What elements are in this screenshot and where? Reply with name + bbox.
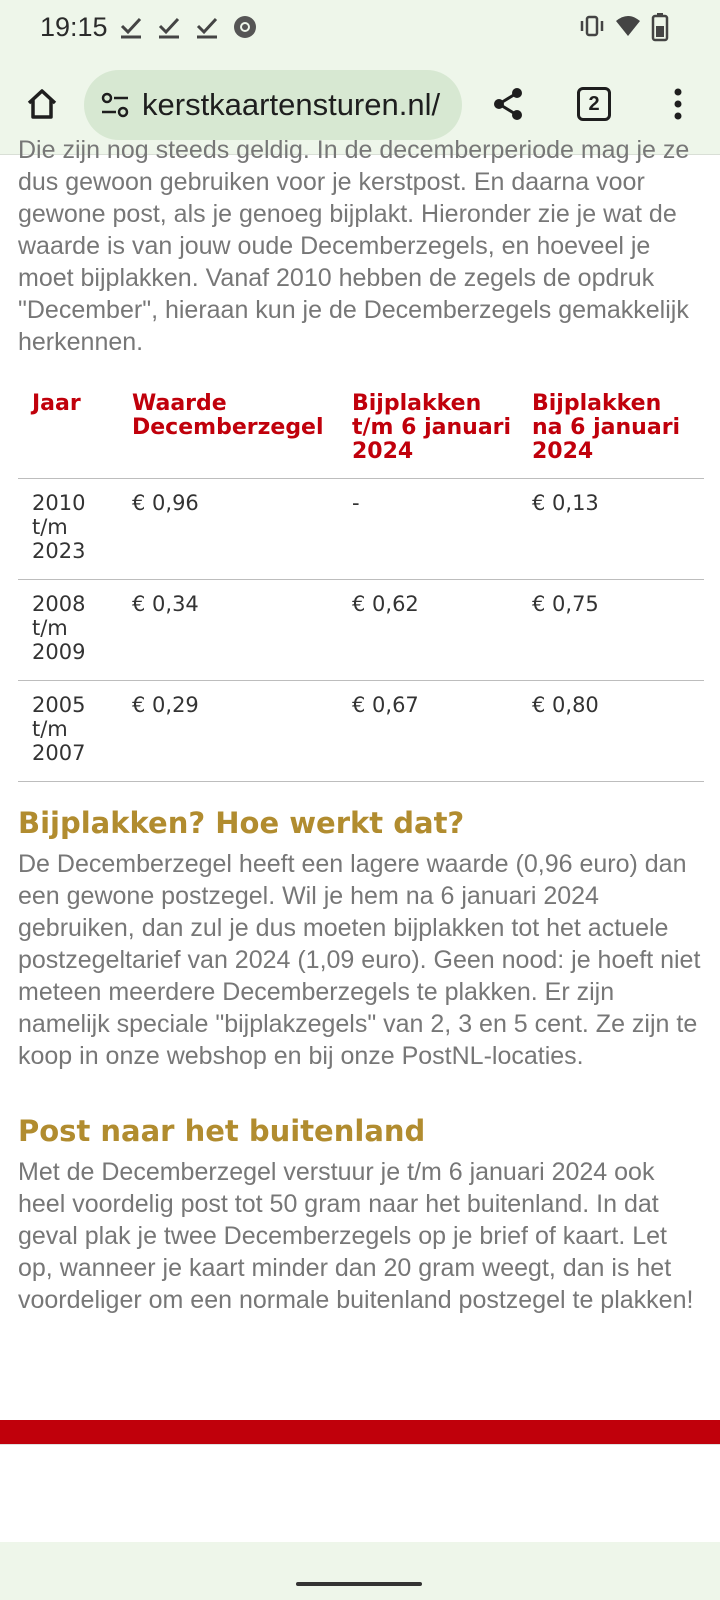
section-body-bijplakken: De Decemberzegel heeft een lagere waarde (0,96 euro) dan een gewone postzegel. Wil je hem na 6 januari 2024 gebruiken, dan zul je dus moeten bijplakken tot het actuele postzegeltarief van 2024 (1,09 euro). Geen nood: je hoeft niet meteen meerdere Decemberzegels te plakken. Er zijn namelijk speciale "bijplakzegels" van 2, 3 en 5 cent. Ze zijn te koop in onze webshop en bij onze PostNL-locaties. [18, 850, 701, 1070]
table-cell: € 0,96 [118, 479, 338, 580]
menu-button[interactable] [658, 82, 698, 126]
footer-red-bar [0, 1420, 720, 1444]
table-header-row [18, 392, 704, 479]
column-header-after-jan6: Bijplakken na 6 januari 2024 [518, 392, 704, 479]
column-header-until-jan6: Bijplakken t/m 6 januari 2024 [338, 392, 518, 479]
gesture-navigation-bar [0, 1542, 720, 1600]
intro-line-partial: Die zijn nog steeds geldig. In de decemberperiode mag [18, 136, 630, 164]
section-body-buitenland: Met de Decemberzegel verstuur je t/m 6 januari 2024 ook heel voordelig post tot 50 gram naar het buitenland. In dat geval plak je twee Decemberzegels op je brief of kaart. Let op, wanneer je kaart minder dan 20 gram weegt, dan is het voordeliger om een normale buitenland postzegel te plakken! [18, 1158, 694, 1314]
chrome-icon [232, 14, 258, 46]
vibrate-icon [578, 12, 606, 46]
column-header-year: Jaar [18, 392, 118, 479]
check-icon [156, 14, 182, 46]
table-cell: € 0,29 [118, 681, 338, 782]
stamp-value-table [18, 392, 704, 782]
home-button[interactable] [18, 78, 66, 130]
table-row [18, 479, 704, 580]
more-vert-icon [673, 87, 683, 121]
check-icon [194, 14, 220, 46]
table-cell: 2005 t/m 2007 [18, 681, 118, 782]
table-cell: € 0,62 [338, 580, 518, 681]
tab-count: 2 [577, 87, 611, 121]
page-viewport [0, 136, 720, 1420]
column-header-value: Waarde Decemberzegel [118, 392, 338, 479]
url-text: kerstkaartensturen.nl/ [142, 87, 441, 122]
check-icon [118, 14, 144, 46]
status-time: 19:15 [40, 12, 108, 42]
article [18, 134, 704, 1316]
table-cell: € 0,75 [518, 580, 704, 681]
footer-area [0, 1444, 720, 1543]
table-cell: € 0,80 [518, 681, 704, 782]
table-row [18, 580, 704, 681]
intro-text: je ze dus gewoon gebruiken voor je kerstpost. En daarna voor gewone post, als je genoeg bijplakt. Hieronder zie je wat de waarde is van jouw oude Decemberzegels, en hoeveel je moet bijplakken. Vanaf 2010 hebben de zegels de opdruk "December", hieraan kun je de Decemberzegels gemakkelijk herkennen. [18, 136, 690, 356]
table-cell: € 0,67 [338, 681, 518, 782]
table-cell: - [338, 479, 518, 580]
section-heading-bijplakken: Bijplakken? Hoe werkt dat? [18, 806, 465, 840]
site-settings-icon[interactable] [98, 88, 132, 122]
table-cell: 2010 t/m 2023 [18, 479, 118, 580]
tab-switcher-button[interactable] [574, 84, 614, 124]
address-bar[interactable] [84, 70, 462, 140]
table-cell: € 0,13 [518, 479, 704, 580]
table-cell: 2008 t/m 2009 [18, 580, 118, 681]
table-cell: € 0,34 [118, 580, 338, 681]
home-gesture-handle[interactable] [296, 1582, 422, 1586]
section-heading-buitenland: Post naar het buitenland [18, 1114, 426, 1148]
share-icon [490, 86, 526, 122]
battery-icon [648, 12, 672, 48]
table-row [18, 681, 704, 782]
status-bar [0, 0, 720, 56]
home-icon [24, 86, 60, 122]
share-button[interactable] [486, 82, 530, 126]
intro-paragraph [18, 134, 704, 358]
wifi-icon [614, 12, 642, 46]
